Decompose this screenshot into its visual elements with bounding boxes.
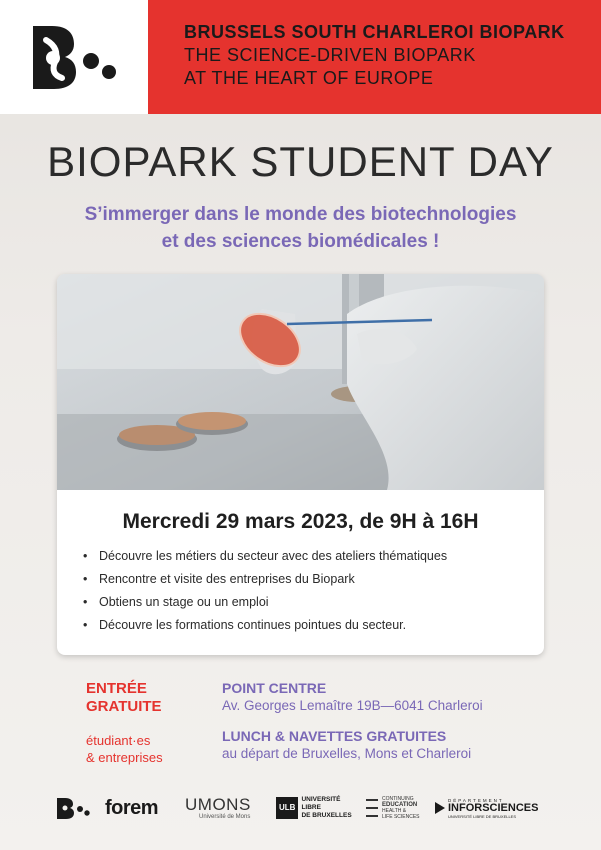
list-item-text: Découvre les formations continues pointues du secteur. (99, 618, 407, 632)
lab-photo (57, 274, 544, 490)
list-item (83, 595, 447, 618)
inforsciences-logo (435, 788, 538, 828)
inforsciences-icon (435, 802, 445, 814)
activity-list (83, 549, 447, 641)
umons-logo (185, 788, 251, 828)
bullet-icon: • (83, 572, 88, 586)
venue-info (222, 680, 582, 762)
ulb-badge: ULB (276, 797, 298, 819)
biopark-icon (56, 796, 92, 820)
biopark-logo (0, 0, 148, 114)
ce-bars-icon (366, 797, 378, 819)
list-item (83, 618, 447, 641)
ce-line-1: CONTINUING (382, 796, 414, 802)
continuing-education-logo (366, 788, 420, 828)
header-banner (0, 0, 601, 114)
bullet-icon: • (83, 618, 88, 632)
org-name: BRUSSELS SOUTH CHARLEROI BIOPARK (184, 22, 565, 42)
ulb-line-3: DE BRUXELLES (301, 812, 352, 819)
subtitle-line-2: et des sciences biomédicales ! (161, 231, 440, 252)
list-item-text: Rencontre et visite des entreprises du Biopark (99, 572, 355, 586)
list-item (83, 549, 447, 572)
bullet-icon: • (83, 595, 88, 609)
page-title: BIOPARK STUDENT DAY (47, 138, 554, 185)
ce-line-3: HEALTH & (382, 808, 407, 814)
lunch-heading: LUNCH & NAVETTES GRATUITES (222, 728, 447, 744)
inforsciences-name: INFORSCIENCES (448, 801, 539, 814)
list-item (83, 572, 447, 595)
inforsciences-sub: UNIVERSITÉ LIBRE DE BRUXELLES (448, 813, 517, 819)
umons-name: UMONS (185, 794, 251, 814)
event-date: Mercredi 29 mars 2023, de 9H à 16H (122, 510, 479, 533)
subtitle-line-1: S’immerger dans le monde des biotechnologies (84, 204, 517, 225)
event-card (57, 274, 544, 655)
bullet-icon: • (83, 549, 88, 563)
tagline-line-2: AT THE HEART OF EUROPE (184, 68, 434, 88)
admission-line-2: GRATUITE (86, 698, 162, 715)
biopark-small-logo (56, 788, 92, 828)
ce-line-4: LIFE SCIENCES (382, 814, 420, 820)
ulb-line-1: UNIVERSITÉ (301, 796, 341, 803)
departure-text: au départ de Bruxelles, Mons et Charleroi (222, 746, 472, 761)
inforsciences-top: DÉPARTEMENT (448, 797, 504, 803)
tagline-line-1: THE SCIENCE-DRIVEN BIOPARK (184, 45, 476, 65)
ulb-line-2: LIBRE (301, 804, 321, 811)
list-item-text: Obtiens un stage ou un emploi (99, 595, 269, 609)
admission-info (86, 680, 206, 766)
audience-line-2: & entreprises (86, 750, 163, 765)
partner-logos (0, 788, 601, 828)
ulb-logo (276, 788, 352, 828)
audience-line-1: étudiant·es (86, 733, 151, 748)
list-item-text: Découvre les métiers du secteur avec des ateliers thématiques (99, 549, 448, 563)
forem-logo: forem (105, 796, 159, 819)
venue-address: Av. Georges Lemaître 19B—6041 Charleroi (222, 698, 483, 713)
biopark-logo-panel (0, 0, 148, 114)
header-red-panel (148, 0, 601, 114)
umons-subtitle: Université de Mons (199, 813, 251, 820)
admission-line-1: ENTRÉE (86, 680, 147, 697)
venue-name: POINT CENTRE (222, 680, 327, 696)
ce-line-2: EDUCATION (382, 802, 418, 808)
